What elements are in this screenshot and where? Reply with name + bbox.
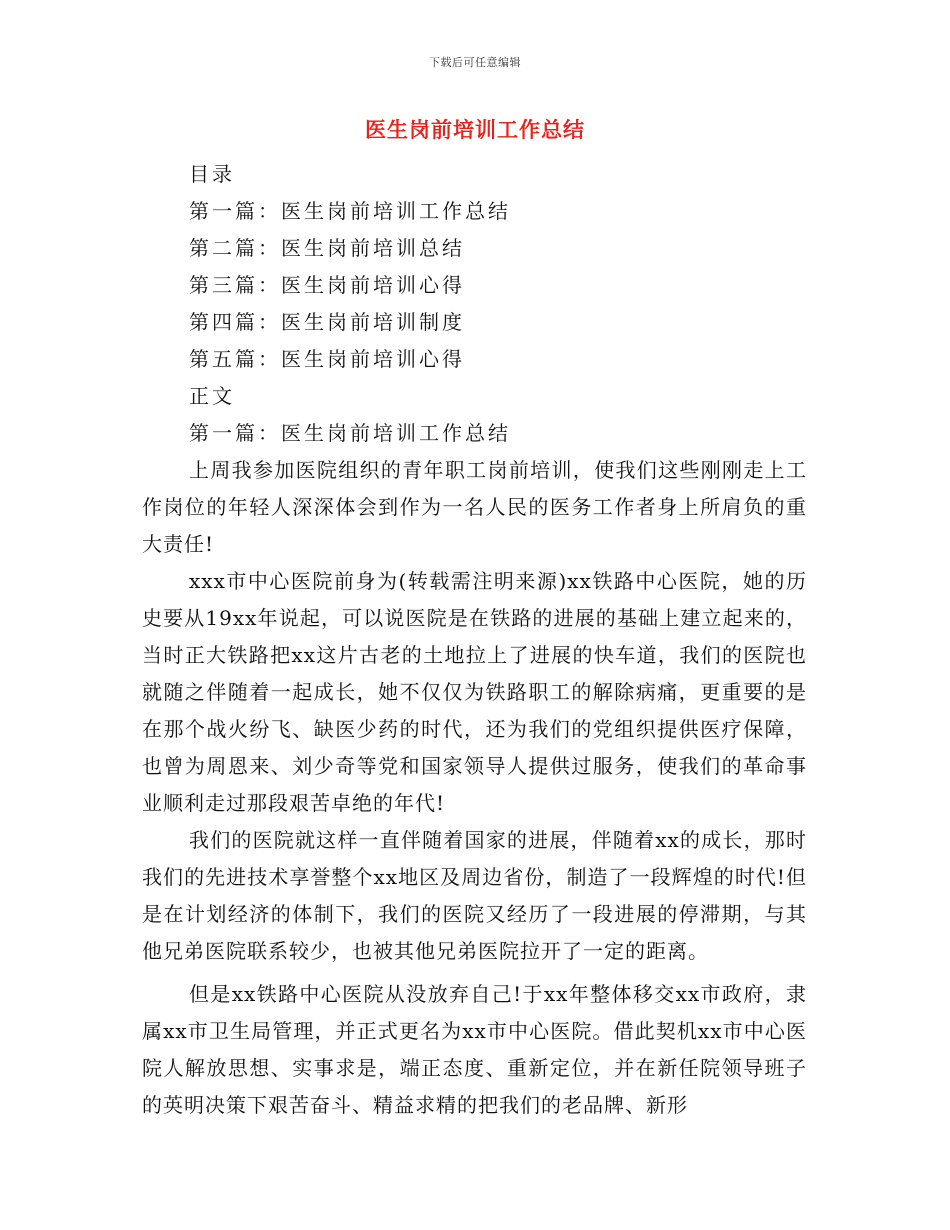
toc-item: 第二篇：医生岗前培训总结: [189, 236, 465, 260]
paragraph: xxx市中心医院前身为(转载需注明来源)xx铁路中心医院，她的历史要从19xx年说起，可以说医院是在铁路的进展的基础上建立起来的，当时正大铁路把xx这片古老的土地拉上了进展的快车道，我们的医院也就随之伴随着一起成长，她不仅仅为铁路职工的解除病痛，更重要的是在那个战火纷飞、缺医少药的时代，还为我们的党组织提供医疗保障，也曾为周恩来、刘少奇等党和国家领导人提供过服务，使我们的革命事业顺利走过那段艰苦卓绝的年代!: [142, 569, 807, 815]
toc-heading: 目录: [189, 162, 235, 186]
toc-item: 第三篇：医生岗前培训心得: [189, 273, 465, 297]
section-heading: 第一篇：医生岗前培训工作总结: [189, 421, 511, 445]
toc-item: 第五篇：医生岗前培训心得: [189, 347, 465, 371]
toc-item: 第四篇：医生岗前培训制度: [189, 310, 465, 334]
document-title: 医生岗前培训工作总结: [365, 117, 585, 142]
paragraph: 上周我参加医院组织的青年职工岗前培训，使我们这些刚刚走上工作岗位的年轻人深深体会到作为一名人民的医务工作者身上所肩负的重大责任!: [142, 458, 807, 556]
header-note: 下载后可任意编辑: [429, 56, 521, 69]
toc-item: 第一篇：医生岗前培训工作总结: [189, 199, 511, 223]
body-heading: 正文: [189, 384, 235, 408]
paragraph: 我们的医院就这样一直伴随着国家的进展，伴随着xx的成长，那时我们的先进技术享誉整个xx地区及周边省份，制造了一段辉煌的时代!但是在计划经济的体制下，我们的医院又经历了一段进展的停滞期，与其他兄弟医院联系较少，也被其他兄弟医院拉开了一定的距离。: [142, 828, 807, 963]
body-text: [142, 452, 807, 1124]
paragraph: 但是xx铁路中心医院从没放弃自己!于xx年整体移交xx市政府，隶属xx市卫生局管理，并正式更名为xx市中心医院。借此契机xx市中心医院人解放思想、实事求是，端正态度、重新定位，并在新任院领导班子的英明决策下艰苦奋斗、精益求精的把我们的老品牌、新形: [142, 982, 807, 1117]
table-of-contents: [189, 156, 511, 452]
